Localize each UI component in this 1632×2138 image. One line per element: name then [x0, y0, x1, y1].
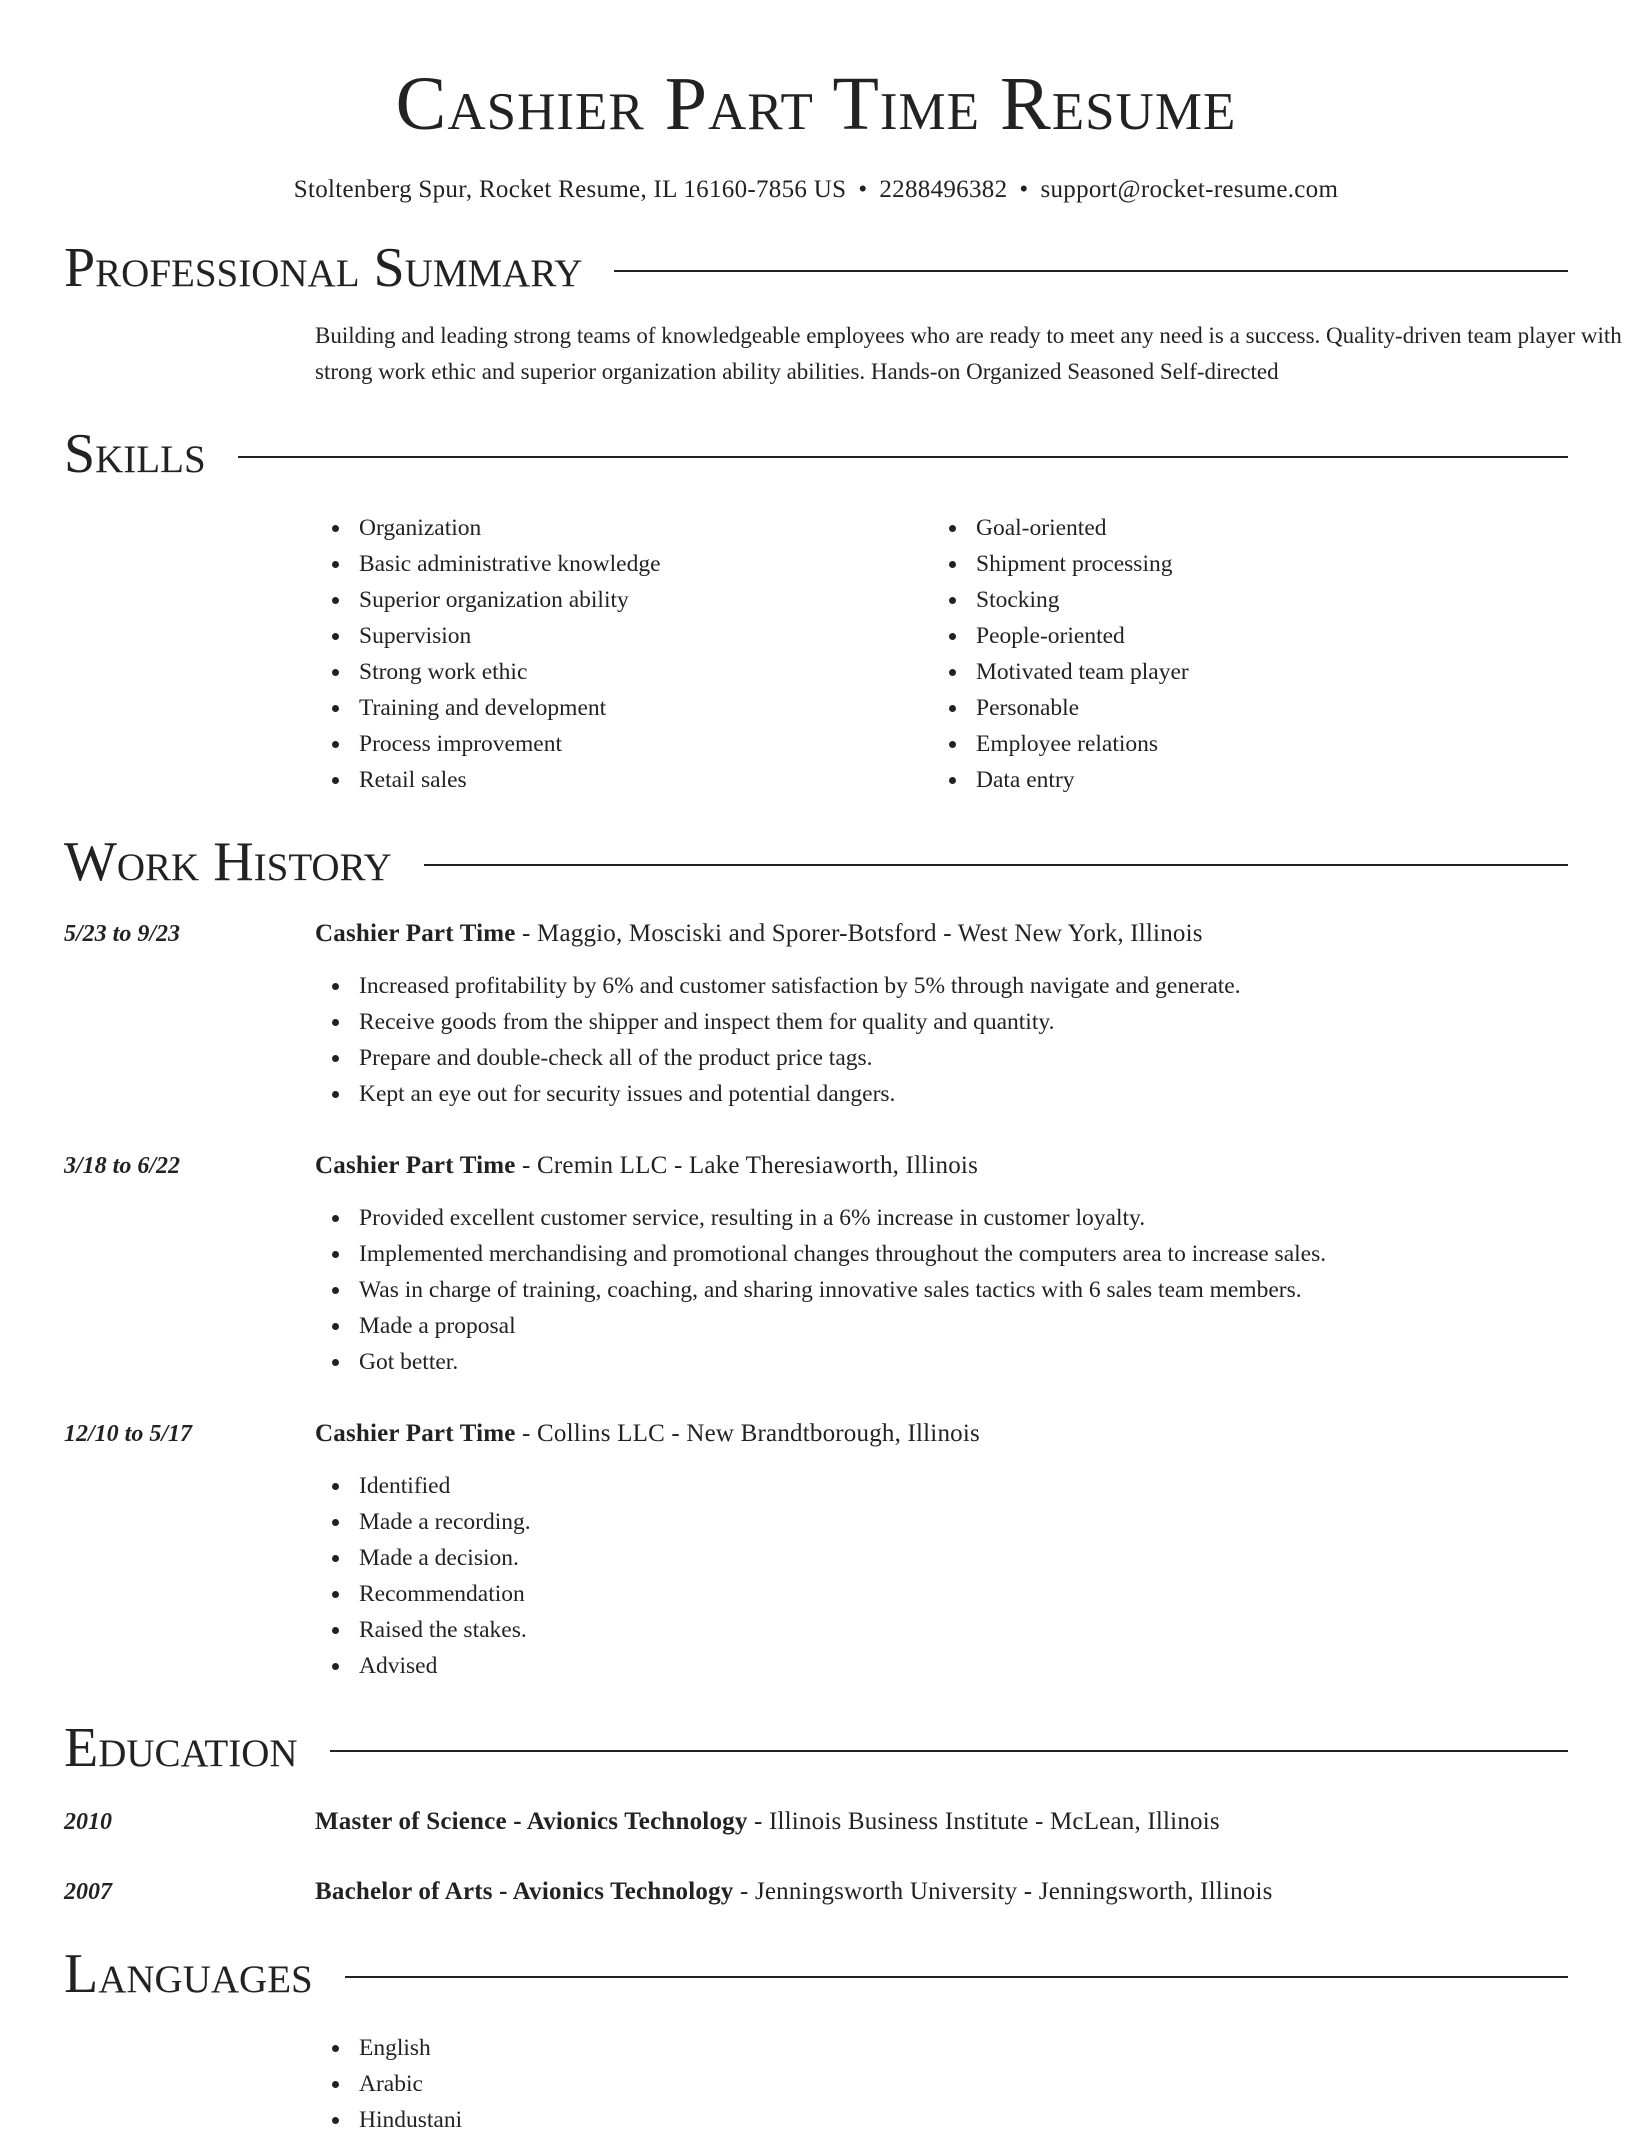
job-bullet: Got better. — [315, 1344, 1568, 1380]
skill-item: Data entry — [932, 762, 1549, 798]
job-title: Cashier Part Time — [315, 1420, 516, 1447]
summary-text: Building and leading strong teams of knowledgeable employees who are ready to meet any need is a success. Quality-driven team player with strong work ethic and superior organization ability abilities. Hands-on Organized Seasoned Self-directed — [315, 323, 1622, 384]
job-bullet: Receive goods from the shipper and inspect them for quality and quantity. — [315, 1004, 1568, 1040]
contact-email: support@rocket-resume.com — [1040, 176, 1339, 203]
job-bullet: Increased profitability by 6% and customer satisfaction by 5% through navigate and generate. — [315, 968, 1568, 1004]
education-degree: Master of Science - Avionics Technology — [315, 1808, 748, 1835]
language-item: Hindustani — [315, 2102, 1632, 2138]
section-divider — [238, 456, 1568, 458]
education-entry — [64, 1874, 1568, 1910]
job-entry — [64, 1416, 1568, 1684]
skill-item: Shipment processing — [932, 546, 1549, 582]
skill-item: Retail sales — [315, 762, 932, 798]
skill-item: Personable — [932, 690, 1549, 726]
section-title-skills: Skills — [64, 423, 206, 485]
skill-item: Superior organization ability — [315, 582, 932, 618]
section-title-summary: Professional Summary — [64, 237, 583, 299]
education-degree: Bachelor of Arts - Avionics Technology — [315, 1878, 734, 1905]
education-school-location: - Illinois Business Institute - McLean, Illinois — [747, 1808, 1220, 1835]
job-bullet: Identified — [315, 1468, 1568, 1504]
education-year: 2010 — [64, 1809, 112, 1835]
skills-list — [315, 510, 1632, 798]
skill-item: People-oriented — [932, 618, 1549, 654]
job-title: Cashier Part Time — [315, 1152, 516, 1179]
section-divider — [424, 864, 1568, 866]
languages-list — [315, 2030, 1632, 2138]
skill-item: Employee relations — [932, 726, 1549, 762]
job-bullet: Made a recording. — [315, 1504, 1568, 1540]
job-bullet: Provided excellent customer service, resulting in a 6% increase in customer loyalty. — [315, 1200, 1568, 1236]
skill-item: Strong work ethic — [315, 654, 932, 690]
job-bullet: Made a proposal — [315, 1308, 1568, 1344]
section-header-skills — [64, 418, 1568, 490]
language-item: Arabic — [315, 2066, 1632, 2102]
contact-address: Stoltenberg Spur, Rocket Resume, IL 16160-7856 US — [293, 176, 847, 203]
job-dates: 5/23 to 9/23 — [64, 921, 181, 947]
skill-item: Organization — [315, 510, 932, 546]
job-bullet: Advised — [315, 1648, 1568, 1684]
skills-column-left — [315, 510, 932, 798]
job-bullets — [315, 968, 1568, 1112]
section-divider — [345, 1976, 1568, 1978]
job-dates: 12/10 to 5/17 — [64, 1421, 193, 1447]
job-dates: 3/18 to 6/22 — [64, 1153, 181, 1179]
section-divider — [330, 1750, 1568, 1752]
contact-separator: • — [1019, 176, 1029, 203]
job-details — [315, 1416, 1568, 1684]
skill-item: Motivated team player — [932, 654, 1549, 690]
job-bullet: Was in charge of training, coaching, and sharing innovative sales tactics with 6 sales team members. — [315, 1272, 1568, 1308]
job-bullet: Kept an eye out for security issues and potential dangers. — [315, 1076, 1568, 1112]
language-item: English — [315, 2030, 1632, 2066]
job-employer-location: - Maggio, Mosciski and Sporer-Botsford - West New York, Illinois — [515, 920, 1203, 947]
section-header-education — [64, 1712, 1568, 1784]
contact-separator: • — [858, 176, 868, 203]
section-title-languages: Languages — [64, 1943, 313, 2005]
education-details — [315, 1874, 1568, 1910]
skill-item: Supervision — [315, 618, 932, 654]
job-bullet: Recommendation — [315, 1576, 1568, 1612]
skill-item: Training and development — [315, 690, 932, 726]
section-title-work-history: Work History — [64, 831, 392, 893]
job-entry — [64, 916, 1568, 1112]
education-details — [315, 1804, 1568, 1840]
section-header-languages — [64, 1938, 1568, 2010]
job-details — [315, 1148, 1568, 1380]
job-heading — [315, 1416, 1568, 1452]
contact-phone: 2288496382 — [879, 176, 1008, 203]
job-employer-location: - Cremin LLC - Lake Theresiaworth, Illinois — [515, 1152, 978, 1179]
job-bullet: Raised the stakes. — [315, 1612, 1568, 1648]
job-bullets — [315, 1468, 1568, 1684]
skill-item: Stocking — [932, 582, 1549, 618]
skills-column-right — [932, 510, 1549, 798]
contact-line — [64, 176, 1568, 204]
section-title-education: Education — [64, 1717, 298, 1779]
job-details — [315, 916, 1568, 1112]
job-heading — [315, 916, 1568, 952]
job-employer-location: - Collins LLC - New Brandtborough, Illinois — [515, 1420, 980, 1447]
job-bullets — [315, 1200, 1568, 1380]
job-heading — [315, 1148, 1568, 1184]
resume-title: Cashier Part Time Resume — [395, 62, 1237, 146]
job-bullet: Prepare and double-check all of the product price tags. — [315, 1040, 1568, 1076]
section-header-summary — [64, 232, 1568, 304]
skill-item: Basic administrative knowledge — [315, 546, 932, 582]
education-entry — [64, 1804, 1568, 1840]
job-title: Cashier Part Time — [315, 920, 516, 947]
section-header-work-history — [64, 826, 1568, 898]
skill-item: Process improvement — [315, 726, 932, 762]
job-entry — [64, 1148, 1568, 1380]
education-year: 2007 — [64, 1879, 112, 1905]
job-bullet: Implemented merchandising and promotional changes throughout the computers area to increase sales. — [315, 1236, 1568, 1272]
section-divider — [614, 270, 1568, 272]
job-bullet: Made a decision. — [315, 1540, 1568, 1576]
skill-item: Goal-oriented — [932, 510, 1549, 546]
education-school-location: - Jenningsworth University - Jenningsworth, Illinois — [733, 1878, 1273, 1905]
